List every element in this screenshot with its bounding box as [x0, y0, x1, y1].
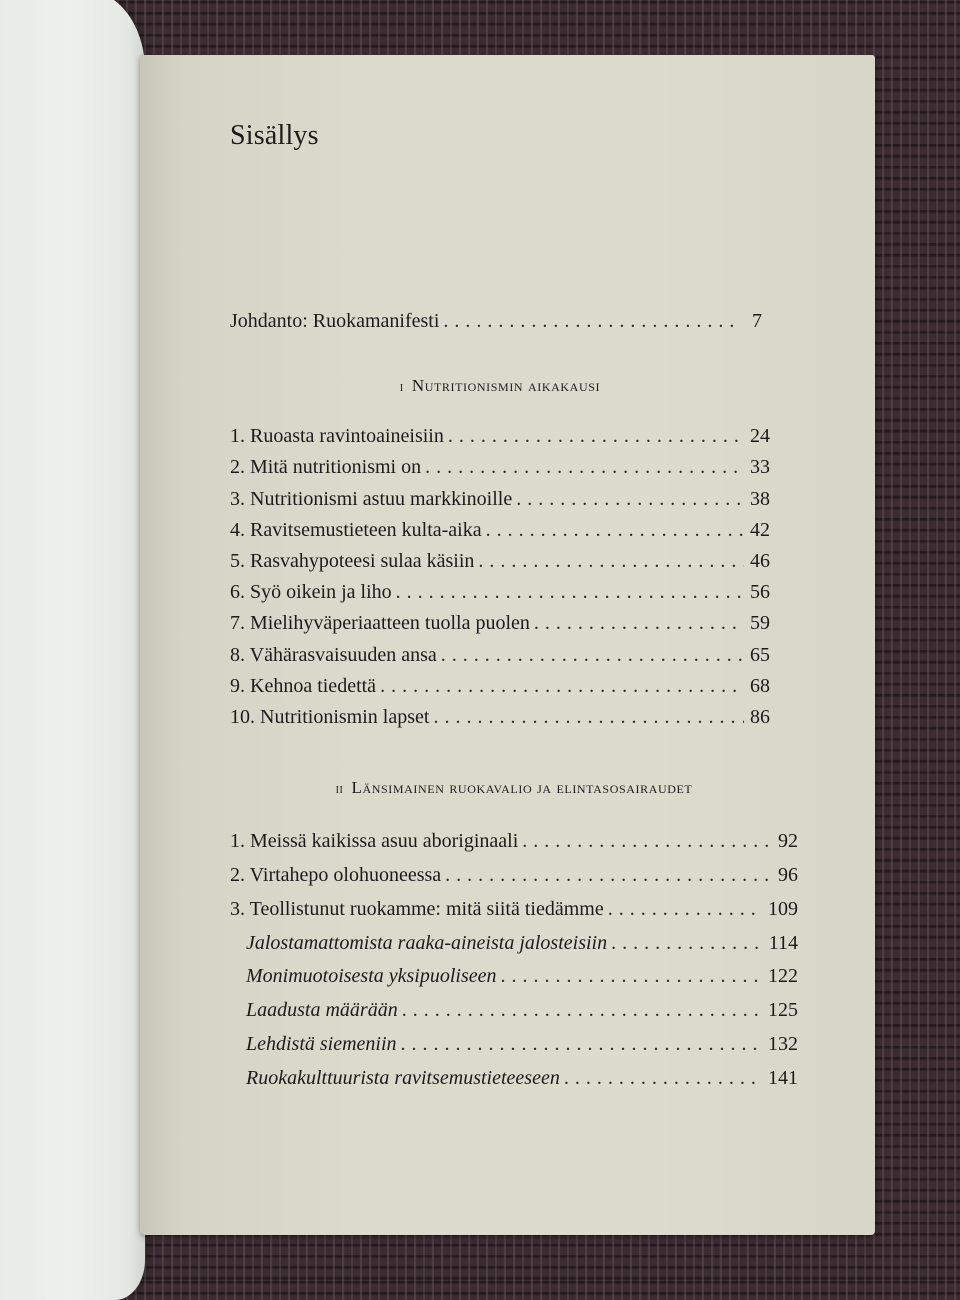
dot-leader: [380, 671, 744, 702]
part-two: [230, 773, 798, 1095]
entry-page-number: 109: [768, 897, 798, 920]
dot-leader: [564, 1062, 762, 1096]
dot-leader: [401, 1028, 762, 1062]
toc-subentry: [230, 1062, 798, 1096]
part-heading: [230, 773, 798, 825]
dot-leader: [516, 484, 744, 515]
part-one: [230, 371, 770, 733]
dot-leader: [534, 608, 744, 639]
dot-leader: [425, 452, 744, 483]
entry-page-number: 68: [750, 674, 770, 697]
dot-leader: [433, 702, 744, 733]
entry-label: 1. Meissä kaikissa asuu aboriginaali: [230, 830, 519, 853]
toc-subentry: [230, 994, 798, 1028]
dot-leader: [396, 577, 744, 608]
entry-page-number: 141: [768, 1066, 798, 1089]
entry-label: 9. Kehnoa tiedettä: [230, 674, 377, 697]
part-title: Nutritionismin aikakausi: [411, 376, 601, 396]
entry-label: Monimuotoisesta yksipuoliseen: [246, 965, 497, 988]
part-title: Länsimainen ruokavalio ja elintasosairaudet: [351, 778, 693, 798]
page-title: Sisällys: [230, 120, 319, 151]
entry-page-number: 86: [750, 706, 770, 729]
entry-label: Ruokakulttuurista ravitsemustieteeseen: [246, 1066, 560, 1089]
entry-label: 3. Teollistunut ruokamme: mitä siitä tiedämme: [230, 897, 604, 920]
part-heading: [230, 371, 770, 421]
entry-page-number: 7: [752, 310, 762, 332]
entry-label: 8. Vähärasvaisuuden ansa: [230, 643, 437, 666]
entry-page-number: 59: [750, 612, 770, 635]
entry-page-number: 46: [750, 550, 770, 573]
toc-subentry: [230, 1028, 798, 1062]
entry-label: Lehdistä siemeniin: [246, 1033, 397, 1056]
entry-label: 3. Nutritionismi astuu markkinoille: [230, 487, 513, 510]
toc-entry: [230, 608, 770, 639]
entry-page-number: 122: [768, 965, 798, 988]
entry-label: 2. Mitä nutritionismi on: [230, 456, 422, 479]
dot-leader: [486, 515, 744, 546]
table-of-contents: [230, 120, 800, 1096]
entry-page-number: 38: [750, 487, 770, 510]
toc-entry: [230, 671, 770, 702]
toc-subentry: [230, 927, 798, 961]
entry-label: 5. Rasvahypoteesi sulaa käsiin: [230, 550, 475, 573]
dot-leader: [611, 927, 763, 961]
toc-entry-intro: [230, 306, 762, 337]
dot-leader: [608, 893, 762, 927]
dot-leader: [445, 859, 772, 893]
dot-leader: [443, 306, 738, 337]
toc-entry: [230, 421, 770, 452]
toc-entry: [230, 702, 770, 733]
entry-page-number: 125: [768, 999, 798, 1022]
dot-leader: [501, 960, 762, 994]
entry-label: Jalostamattomista raaka-aineista jalosteisiin: [246, 931, 608, 954]
entry-label: 7. Mielihyväperiaatteen tuolla puolen: [230, 612, 530, 635]
toc-entry: [230, 484, 770, 515]
toc-entry: [230, 640, 770, 671]
entry-label: 4. Ravitsemustieteen kulta-aika: [230, 518, 482, 541]
entry-page-number: 114: [768, 931, 798, 954]
dot-leader: [478, 546, 744, 577]
toc-entry: [230, 825, 798, 859]
toc-entry: [230, 577, 770, 608]
entry-page-number: 92: [778, 830, 798, 853]
entry-page-number: 42: [750, 518, 770, 541]
entry-label: 1. Ruoasta ravintoaineisiin: [230, 425, 444, 448]
dot-leader: [441, 640, 744, 671]
dot-leader: [402, 994, 762, 1028]
dot-leader: [522, 825, 772, 859]
entry-page-number: 132: [768, 1033, 798, 1056]
entry-page-number: 65: [750, 643, 770, 666]
toc-entry: [230, 546, 770, 577]
toc-entry: [230, 452, 770, 483]
toc-entry: [230, 515, 770, 546]
part-numeral: ii: [335, 782, 344, 798]
entry-page-number: 56: [750, 581, 770, 604]
toc-entry: [230, 859, 798, 893]
entry-label: Laadusta määrään: [246, 999, 398, 1022]
entry-page-number: 96: [778, 864, 798, 887]
toc-subentry: [230, 960, 798, 994]
entry-label: 10. Nutritionismin lapset: [230, 706, 430, 729]
part-numeral: i: [399, 380, 404, 396]
entry-label: 2. Virtahepo olohuoneessa: [230, 864, 442, 887]
entry-label: 6. Syö oikein ja liho: [230, 581, 392, 604]
dot-leader: [448, 421, 744, 452]
entry-page-number: 33: [750, 456, 770, 479]
entry-page-number: 24: [750, 425, 770, 448]
left-page-curl: [0, 0, 145, 1300]
entry-label: Johdanto: Ruokamanifesti: [230, 310, 440, 332]
toc-entry: [230, 893, 798, 927]
